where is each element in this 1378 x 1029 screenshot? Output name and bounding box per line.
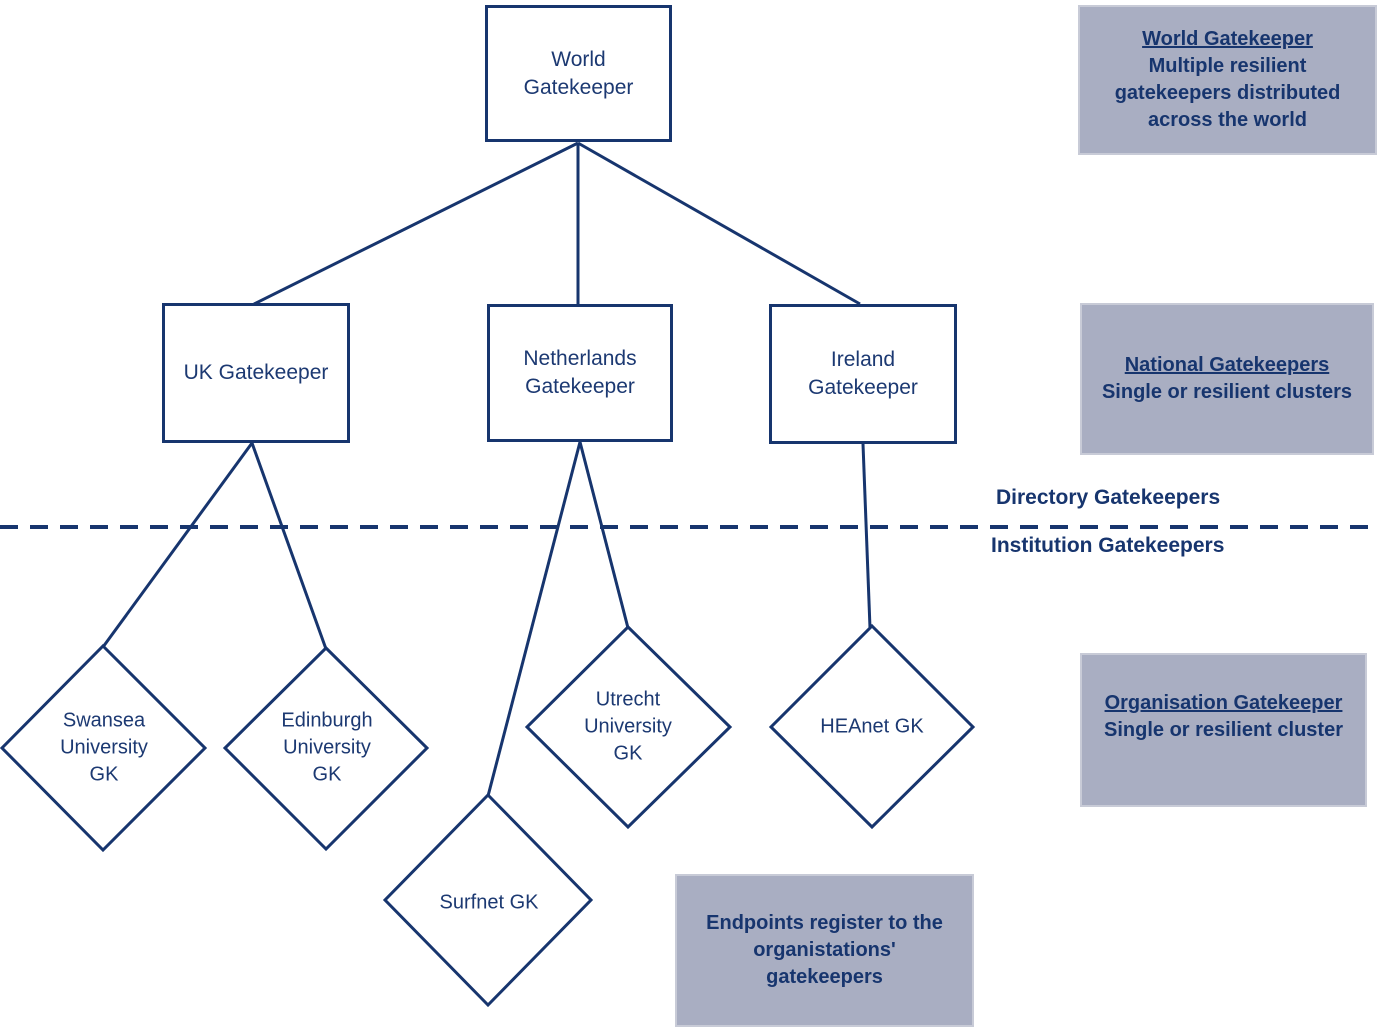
zone-label-institution-gatekeepers: Institution Gatekeepers <box>991 534 1225 557</box>
edge-uk-swansea <box>103 443 252 647</box>
node-ireland-label: Ireland Gatekeeper <box>808 348 918 399</box>
node-surfnet-label: Surfnet GK <box>439 891 539 914</box>
zone-label-directory-gatekeepers: Directory Gatekeepers <box>996 486 1221 509</box>
node-world-gatekeeper <box>485 5 672 142</box>
node-uk-label: UK Gatekeeper <box>183 361 329 384</box>
annotation-panel-world-gatekeeper <box>1078 5 1377 155</box>
annotation-panel-endpoints <box>675 874 974 1027</box>
annotation-panel-national-gatekeepers <box>1080 303 1374 455</box>
edge-world-ireland <box>578 143 860 304</box>
edge-world-uk <box>254 143 578 304</box>
annotation-title: World Gatekeeper <box>1142 28 1313 50</box>
node-world-label: World Gatekeeper <box>523 47 634 99</box>
annotation-panel-organisation-gatekeeper <box>1080 653 1367 807</box>
annotation-body: Multiple resilient gatekeepers distributed across the world <box>1114 55 1341 131</box>
node-uk-gatekeeper <box>162 303 350 443</box>
node-edinburgh-label: Edinburgh University GK <box>281 709 373 786</box>
node-netherlands-gatekeeper <box>487 304 673 442</box>
annotation-body: Single or resilient clusters <box>1101 381 1353 403</box>
annotation-body: Single or resilient cluster <box>1104 719 1343 741</box>
node-ireland-gatekeeper <box>769 304 957 444</box>
annotation-body: Endpoints register to the organistations' gatekeepers <box>706 912 943 988</box>
edge-ireland-heanet <box>863 444 870 628</box>
node-netherlands-label: Netherlands Gatekeeper <box>523 347 637 398</box>
node-heanet-label: HEAnet GK <box>820 715 924 738</box>
node-utrecht-label: Utrecht University GK <box>584 688 672 765</box>
edge-netherlands-utrecht <box>580 442 628 628</box>
annotation-title: Organisation Gatekeeper <box>1104 692 1343 714</box>
edge-uk-edinburgh <box>252 443 326 649</box>
annotation-title: National Gatekeepers <box>1124 354 1330 376</box>
node-swansea-label: Swansea University GK <box>60 709 148 786</box>
